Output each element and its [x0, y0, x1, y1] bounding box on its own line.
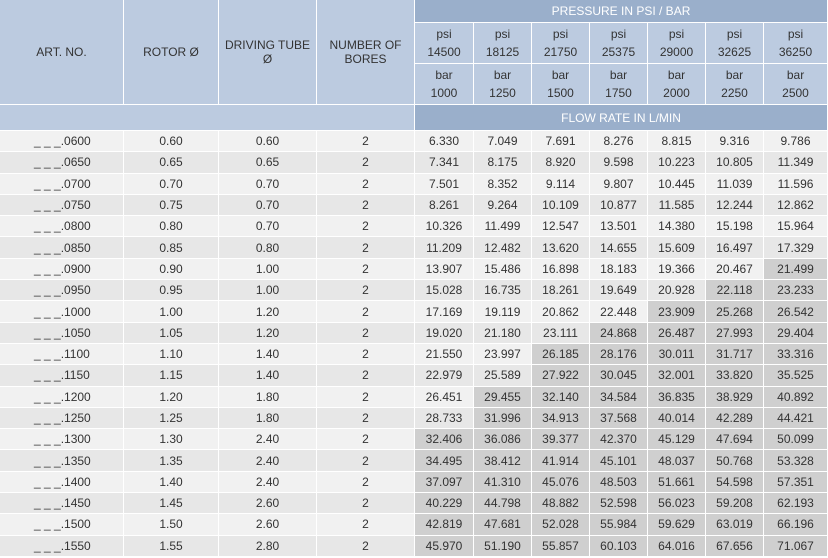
flow-rate-cell: 40.892	[764, 387, 828, 408]
bores-cell: 2	[317, 472, 415, 493]
flow-rate-cell: 8.815	[648, 131, 706, 152]
psi-unit-label: psi	[494, 27, 511, 41]
flow-rate-cell: 9.807	[590, 174, 648, 195]
bores-cell: 2	[317, 323, 415, 344]
psi-value: 21750	[543, 45, 578, 59]
bores-cell: 2	[317, 514, 415, 535]
rotor-cell: 1.05	[124, 323, 219, 344]
bar-header-cell	[764, 64, 828, 105]
art-no-cell: _ _ _.0600	[0, 131, 124, 152]
flow-rate-cell: 55.857	[532, 536, 590, 557]
art-no-cell: _ _ _.0650	[0, 152, 124, 173]
art-no-cell: _ _ _.1300	[0, 429, 124, 450]
driving-tube-header	[219, 0, 317, 105]
rotor-cell: 1.15	[124, 365, 219, 386]
flow-rate-cell: 10.109	[532, 195, 590, 216]
art-no-cell: _ _ _.1200	[0, 387, 124, 408]
flow-rate-cell: 47.681	[474, 514, 532, 535]
flow-rate-cell: 7.501	[415, 174, 474, 195]
flow-rate-cell: 14.380	[648, 216, 706, 237]
table-row	[0, 365, 828, 386]
rotor-cell: 1.00	[124, 301, 219, 322]
flow-rate-cell: 8.920	[532, 152, 590, 173]
art-no-cell: _ _ _.0800	[0, 216, 124, 237]
bar-value: 1250	[489, 86, 516, 100]
flow-rate-cell: 12.547	[532, 216, 590, 237]
bores-cell: 2	[317, 152, 415, 173]
table-row	[0, 536, 828, 557]
bores-header	[317, 0, 415, 105]
flow-rate-cell: 44.421	[764, 408, 828, 429]
psi-value: 29000	[659, 45, 694, 59]
table-row	[0, 280, 828, 301]
flow-rate-cell: 19.119	[474, 301, 532, 322]
flow-rate-cell: 9.264	[474, 195, 532, 216]
flow-rate-cell: 12.862	[764, 195, 828, 216]
flow-rate-cell: 42.819	[415, 514, 474, 535]
flow-rate-cell: 23.233	[764, 280, 828, 301]
flow-rate-cell: 8.276	[590, 131, 648, 152]
psi-header-cell	[648, 23, 706, 64]
table-row	[0, 131, 828, 152]
flow-rate-cell: 10.223	[648, 152, 706, 173]
rotor-cell: 1.30	[124, 429, 219, 450]
psi-unit-label: psi	[668, 27, 685, 41]
bar-header-cell	[474, 64, 532, 105]
art-no-cell: _ _ _.1500	[0, 514, 124, 535]
flow-rate-cell: 63.019	[706, 514, 764, 535]
driving-tube-cell: 1.40	[219, 344, 317, 365]
bar-value: 1000	[430, 86, 458, 100]
art-no-cell: _ _ _.1250	[0, 408, 124, 429]
rotor-cell: 0.95	[124, 280, 219, 301]
art-no-cell: _ _ _.0750	[0, 195, 124, 216]
psi-value: 32625	[717, 45, 752, 59]
bar-value: 1500	[547, 86, 574, 100]
art-no-header-label: ART. NO.	[36, 45, 87, 59]
flow-rate-cell: 28.176	[590, 344, 648, 365]
psi-value: 36250	[778, 45, 813, 59]
flow-rate-cell: 32.406	[415, 429, 474, 450]
driving-tube-cell: 2.60	[219, 514, 317, 535]
flow-rate-cell: 28.733	[415, 408, 474, 429]
flow-rate-cell: 45.076	[532, 472, 590, 493]
flow-rate-cell: 27.922	[532, 365, 590, 386]
rotor-cell: 1.55	[124, 536, 219, 557]
flow-rate-cell: 55.984	[590, 514, 648, 535]
bar-header-cell	[706, 64, 764, 105]
art-no-cell: _ _ _.0950	[0, 280, 124, 301]
bar-unit-label: bar	[725, 68, 744, 82]
flow-rate-cell: 32.140	[532, 387, 590, 408]
driving-tube-header-line2: Ø	[262, 52, 273, 66]
bores-header-line1: NUMBER OF	[329, 38, 402, 52]
flow-rate-cell: 45.101	[590, 450, 648, 471]
flow-rate-cell: 11.039	[706, 174, 764, 195]
flow-rate-cell: 51.190	[474, 536, 532, 557]
table-row	[0, 259, 828, 280]
driving-tube-cell: 2.80	[219, 536, 317, 557]
flow-rate-cell: 9.316	[706, 131, 764, 152]
flow-rate-cell: 20.467	[706, 259, 764, 280]
flow-rate-cell: 12.482	[474, 237, 532, 258]
flow-rate-cell: 11.209	[415, 237, 474, 258]
table-row	[0, 514, 828, 535]
flow-rate-cell: 39.377	[532, 429, 590, 450]
flow-rate-cell: 40.014	[648, 408, 706, 429]
bar-value: 1750	[605, 86, 632, 100]
art-no-cell: _ _ _.1150	[0, 365, 124, 386]
flow-rate-cell: 33.820	[706, 365, 764, 386]
flow-rate-cell: 13.501	[590, 216, 648, 237]
flow-rate-cell: 53.328	[764, 450, 828, 471]
flow-rate-cell: 21.499	[764, 259, 828, 280]
psi-header-cell	[415, 23, 474, 64]
flow-rate-cell: 15.028	[415, 280, 474, 301]
flow-rate-cell: 41.914	[532, 450, 590, 471]
driving-tube-cell: 0.65	[219, 152, 317, 173]
art-no-cell: _ _ _.1100	[0, 344, 124, 365]
flow-rate-cell: 23.111	[532, 323, 590, 344]
flow-rate-cell: 20.928	[648, 280, 706, 301]
driving-tube-cell: 1.20	[219, 323, 317, 344]
flow-rate-cell: 15.964	[764, 216, 828, 237]
flow-rate-cell: 38.412	[474, 450, 532, 471]
bores-cell: 2	[317, 365, 415, 386]
flow-rate-cell: 24.868	[590, 323, 648, 344]
flow-rate-cell: 64.016	[648, 536, 706, 557]
flow-rate-cell: 59.629	[648, 514, 706, 535]
rotor-cell: 1.40	[124, 472, 219, 493]
rotor-cell: 0.70	[124, 174, 219, 195]
flow-rate-cell: 11.499	[474, 216, 532, 237]
flow-rate-cell: 8.352	[474, 174, 532, 195]
flow-rate-cell: 30.045	[590, 365, 648, 386]
rotor-cell: 0.75	[124, 195, 219, 216]
flow-rate-cell: 23.997	[474, 344, 532, 365]
rotor-header-label: ROTOR Ø	[143, 45, 199, 59]
flow-rate-cell: 42.370	[590, 429, 648, 450]
bores-cell: 2	[317, 259, 415, 280]
flow-rate-cell: 38.929	[706, 387, 764, 408]
driving-tube-cell: 0.80	[219, 237, 317, 258]
psi-header-cell	[590, 23, 648, 64]
flow-rate-cell: 10.877	[590, 195, 648, 216]
flow-rate-cell: 21.180	[474, 323, 532, 344]
driving-tube-cell: 2.40	[219, 472, 317, 493]
flow-rate-cell: 21.550	[415, 344, 474, 365]
driving-tube-cell: 1.80	[219, 387, 317, 408]
rotor-cell: 0.60	[124, 131, 219, 152]
flow-rate-cell: 37.097	[415, 472, 474, 493]
flow-rate-cell: 16.898	[532, 259, 590, 280]
flow-rate-cell: 26.185	[532, 344, 590, 365]
bores-cell: 2	[317, 216, 415, 237]
flow-rate-cell: 51.661	[648, 472, 706, 493]
bores-cell: 2	[317, 344, 415, 365]
bar-header-cell	[415, 64, 474, 105]
table-row	[0, 344, 828, 365]
flow-rate-cell: 36.086	[474, 429, 532, 450]
flow-rate-cell: 27.993	[706, 323, 764, 344]
art-no-cell: _ _ _.1050	[0, 323, 124, 344]
flow-rate-cell: 48.037	[648, 450, 706, 471]
table-row	[0, 323, 828, 344]
flow-rate-cell: 52.598	[590, 493, 648, 514]
art-no-cell: _ _ _.1350	[0, 450, 124, 471]
flow-rate-cell: 52.028	[532, 514, 590, 535]
driving-tube-cell: 0.70	[219, 216, 317, 237]
table-row	[0, 408, 828, 429]
flow-rate-header	[415, 105, 828, 131]
rotor-cell: 1.20	[124, 387, 219, 408]
flow-rate-cell: 23.909	[648, 301, 706, 322]
flow-rate-cell: 15.198	[706, 216, 764, 237]
driving-tube-cell: 0.70	[219, 195, 317, 216]
flow-rate-cell: 45.970	[415, 536, 474, 557]
flow-rate-cell: 40.229	[415, 493, 474, 514]
bores-cell: 2	[317, 280, 415, 301]
flow-rate-cell: 15.486	[474, 259, 532, 280]
flow-rate-cell: 11.596	[764, 174, 828, 195]
bar-header-cell	[648, 64, 706, 105]
flow-rate-cell: 26.451	[415, 387, 474, 408]
flow-rate-cell: 19.649	[590, 280, 648, 301]
flow-rate-cell: 35.525	[764, 365, 828, 386]
psi-value: 18125	[485, 45, 520, 59]
art-no-cell: _ _ _.0700	[0, 174, 124, 195]
bores-cell: 2	[317, 237, 415, 258]
flow-rate-cell: 12.244	[706, 195, 764, 216]
flow-rate-cell: 18.261	[532, 280, 590, 301]
table-row	[0, 195, 828, 216]
flow-rate-cell: 29.455	[474, 387, 532, 408]
flow-rate-cell: 14.655	[590, 237, 648, 258]
driving-tube-cell: 2.40	[219, 450, 317, 471]
psi-unit-label: psi	[436, 27, 452, 41]
bores-cell: 2	[317, 131, 415, 152]
flow-rate-cell: 13.907	[415, 259, 474, 280]
flow-rate-cell: 10.326	[415, 216, 474, 237]
bar-unit-label: bar	[786, 68, 805, 82]
art-no-cell: _ _ _.1550	[0, 536, 124, 557]
flow-rate-cell: 25.268	[706, 301, 764, 322]
bores-cell: 2	[317, 429, 415, 450]
flow-rate-cell: 16.497	[706, 237, 764, 258]
art-no-cell: _ _ _.0900	[0, 259, 124, 280]
bar-header-cell	[532, 64, 590, 105]
flow-rate-header-label: FLOW RATE IN L/MIN	[561, 110, 681, 125]
flow-rate-cell: 15.609	[648, 237, 706, 258]
bores-cell: 2	[317, 195, 415, 216]
table-row	[0, 472, 828, 493]
bar-unit-label: bar	[493, 68, 512, 82]
rotor-cell: 0.90	[124, 259, 219, 280]
bar-value: 2000	[663, 86, 690, 100]
table-row	[0, 301, 828, 322]
art-no-cell: _ _ _.1400	[0, 472, 124, 493]
rotor-cell: 1.50	[124, 514, 219, 535]
psi-unit-label: psi	[552, 27, 569, 41]
flow-rate-cell: 17.329	[764, 237, 828, 258]
bores-cell: 2	[317, 174, 415, 195]
bores-cell: 2	[317, 301, 415, 322]
bar-unit-label: bar	[667, 68, 686, 82]
driving-tube-cell: 1.00	[219, 259, 317, 280]
rotor-header	[124, 0, 219, 105]
flow-rate-cell: 29.404	[764, 323, 828, 344]
flow-rate-cell: 66.196	[764, 514, 828, 535]
flow-rate-cell: 9.598	[590, 152, 648, 173]
psi-header-cell	[706, 23, 764, 64]
bores-cell: 2	[317, 387, 415, 408]
flow-rate-cell: 45.129	[648, 429, 706, 450]
driving-tube-cell: 2.40	[219, 429, 317, 450]
flow-rate-cell: 31.996	[474, 408, 532, 429]
flow-rate-cell: 71.067	[764, 536, 828, 557]
flow-rate-cell: 48.882	[532, 493, 590, 514]
flow-rate-cell: 48.503	[590, 472, 648, 493]
bar-value: 2250	[721, 86, 748, 100]
flow-rate-cell: 10.445	[648, 174, 706, 195]
bores-cell: 2	[317, 408, 415, 429]
flow-rate-cell: 22.118	[706, 280, 764, 301]
psi-value: 25375	[601, 45, 636, 59]
flow-rate-cell: 50.768	[706, 450, 764, 471]
table-row	[0, 493, 828, 514]
flow-rate-cell: 9.114	[532, 174, 590, 195]
psi-header-cell	[532, 23, 590, 64]
flow-rate-cell: 11.349	[764, 152, 828, 173]
psi-value: 14500	[427, 45, 461, 59]
flow-rate-cell: 16.735	[474, 280, 532, 301]
driving-tube-cell: 1.40	[219, 365, 317, 386]
driving-tube-header-line1: DRIVING TUBE	[224, 38, 311, 52]
flow-rate-cell: 37.568	[590, 408, 648, 429]
flow-rate-cell: 6.330	[415, 131, 474, 152]
flow-rate-cell: 25.589	[474, 365, 532, 386]
flow-rate-cell: 34.584	[590, 387, 648, 408]
bar-unit-label: bar	[609, 68, 628, 82]
flow-rate-cell: 19.020	[415, 323, 474, 344]
rotor-cell: 0.85	[124, 237, 219, 258]
flow-rate-cell: 59.208	[706, 493, 764, 514]
driving-tube-cell: 1.00	[219, 280, 317, 301]
driving-tube-cell: 2.60	[219, 493, 317, 514]
bar-value: 2500	[782, 86, 809, 100]
flow-rate-cell: 42.289	[706, 408, 764, 429]
table-row	[0, 429, 828, 450]
psi-unit-label: psi	[610, 27, 627, 41]
flow-rate-cell: 32.001	[648, 365, 706, 386]
rotor-cell: 1.45	[124, 493, 219, 514]
flow-rate-cell: 33.316	[764, 344, 828, 365]
rotor-cell: 1.25	[124, 408, 219, 429]
flow-rate-cell: 60.103	[590, 536, 648, 557]
flow-rate-cell: 19.366	[648, 259, 706, 280]
flow-rate-cell: 26.487	[648, 323, 706, 344]
flow-rate-cell: 31.717	[706, 344, 764, 365]
table-row	[0, 174, 828, 195]
flow-rate-cell: 13.620	[532, 237, 590, 258]
flow-rate-cell: 11.585	[648, 195, 706, 216]
flow-rate-cell: 22.979	[415, 365, 474, 386]
rotor-cell: 0.65	[124, 152, 219, 173]
flow-rate-cell: 67.656	[706, 536, 764, 557]
flow-rate-cell: 7.341	[415, 152, 474, 173]
flow-rate-cell: 47.694	[706, 429, 764, 450]
flow-rate-cell: 34.913	[532, 408, 590, 429]
table-row	[0, 387, 828, 408]
table-row	[0, 216, 828, 237]
flow-rate-cell: 17.169	[415, 301, 474, 322]
art-no-cell: _ _ _.1000	[0, 301, 124, 322]
flow-rate-cell: 26.542	[764, 301, 828, 322]
flow-rate-cell: 50.099	[764, 429, 828, 450]
flow-rate-cell: 34.495	[415, 450, 474, 471]
psi-header-cell	[764, 23, 828, 64]
flow-rate-cell: 9.786	[764, 131, 828, 152]
flow-rate-cell: 57.351	[764, 472, 828, 493]
art-no-cell: _ _ _.1450	[0, 493, 124, 514]
pressure-header-label: PRESSURE IN PSI / BAR	[551, 4, 691, 18]
rotor-cell: 1.10	[124, 344, 219, 365]
psi-unit-label: psi	[787, 27, 804, 41]
flow-rate-cell: 18.183	[590, 259, 648, 280]
flow-rate-cell: 22.448	[590, 301, 648, 322]
flow-rate-cell: 8.261	[415, 195, 474, 216]
flow-rate-cell: 54.598	[706, 472, 764, 493]
flow-rate-cell: 56.023	[648, 493, 706, 514]
pressure-header	[415, 0, 828, 23]
art-no-header	[0, 0, 124, 105]
driving-tube-cell: 1.80	[219, 408, 317, 429]
driving-tube-cell: 0.60	[219, 131, 317, 152]
psi-header-cell	[474, 23, 532, 64]
bores-cell: 2	[317, 450, 415, 471]
driving-tube-cell: 1.20	[219, 301, 317, 322]
flow-header-spacer	[0, 105, 415, 131]
flow-rate-cell: 44.798	[474, 493, 532, 514]
flow-rate-cell: 30.011	[648, 344, 706, 365]
flow-rate-cell: 7.691	[532, 131, 590, 152]
table-row	[0, 152, 828, 173]
flow-rate-cell: 36.835	[648, 387, 706, 408]
art-no-cell: _ _ _.0850	[0, 237, 124, 258]
bores-header-line2: BORES	[344, 52, 387, 66]
psi-unit-label: psi	[726, 27, 743, 41]
flow-rate-cell: 41.310	[474, 472, 532, 493]
bar-unit-label: bar	[435, 68, 453, 82]
rotor-cell: 0.80	[124, 216, 219, 237]
flow-rate-cell: 10.805	[706, 152, 764, 173]
flow-rate-cell: 62.193	[764, 493, 828, 514]
bar-unit-label: bar	[551, 68, 570, 82]
table-row	[0, 237, 828, 258]
flow-rate-cell: 20.862	[532, 301, 590, 322]
flow-rate-cell: 8.175	[474, 152, 532, 173]
driving-tube-cell: 0.70	[219, 174, 317, 195]
bar-header-cell	[590, 64, 648, 105]
table-row	[0, 450, 828, 471]
rotor-cell: 1.35	[124, 450, 219, 471]
bores-cell: 2	[317, 493, 415, 514]
bores-cell: 2	[317, 536, 415, 557]
flow-rate-cell: 7.049	[474, 131, 532, 152]
